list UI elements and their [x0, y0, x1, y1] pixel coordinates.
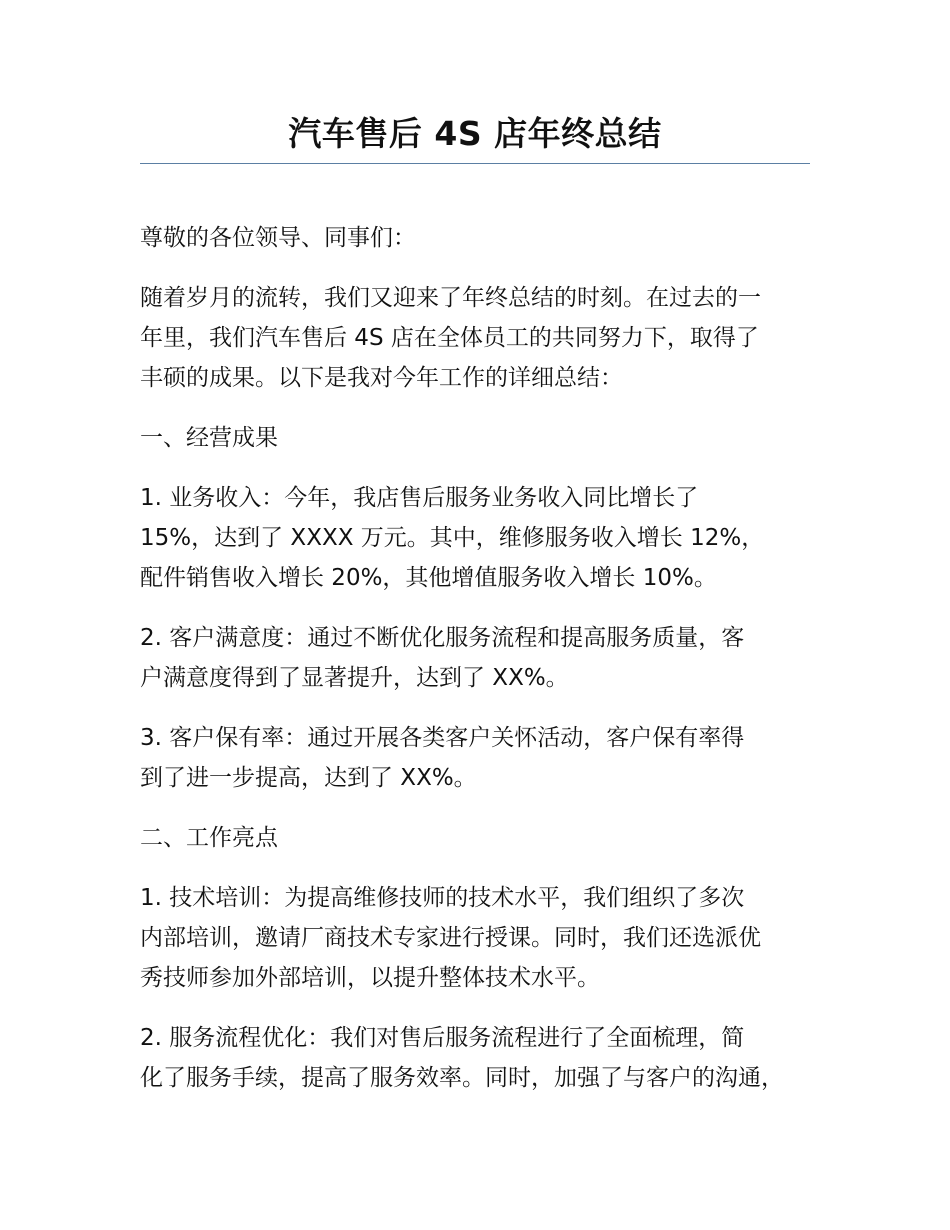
text-line: 内部培训，邀请厂商技术专家进行授课。同时，我们还选派优	[140, 925, 761, 951]
paragraph-customer-satisfaction	[140, 618, 822, 698]
text-line: 化了服务手续，提高了服务效率。同时，加强了与客户的沟通，	[140, 1065, 784, 1091]
section-heading-business-results	[140, 418, 822, 458]
text-line: 二、工作亮点	[140, 825, 278, 851]
text-line: 随着岁月的流转，我们又迎来了年终总结的时刻。在过去的一	[140, 285, 761, 311]
title-divider	[140, 163, 810, 164]
text-line: 年里，我们汽车售后 4S 店在全体员工的共同努力下，取得了	[140, 325, 759, 351]
document-title: 汽车售后 4S 店年终总结	[288, 114, 662, 153]
paragraph-process-optimization	[140, 1018, 822, 1098]
text-line: 3. 客户保有率：通过开展各类客户关怀活动，客户保有率得	[140, 725, 745, 751]
text-line: 1. 技术培训：为提高维修技师的技术水平，我们组织了多次	[140, 885, 745, 911]
text-line: 配件销售收入增长 20%，其他增值服务收入增长 10%。	[140, 565, 717, 591]
paragraph-revenue	[140, 478, 822, 598]
text-line: 2. 服务流程优化：我们对售后服务流程进行了全面梳理，简	[140, 1025, 745, 1051]
text-line: 尊敬的各位领导、同事们：	[140, 225, 416, 251]
text-line: 1. 业务收入：今年，我店售后服务业务收入同比增长了	[140, 485, 699, 511]
text-line: 秀技师参加外部培训，以提升整体技术水平。	[140, 965, 600, 991]
paragraph-greeting	[140, 218, 822, 258]
document-body	[140, 218, 822, 1118]
paragraph-intro	[140, 278, 822, 398]
text-line: 一、经营成果	[140, 425, 278, 451]
text-line: 户满意度得到了显著提升，达到了 XX%。	[140, 665, 569, 691]
paragraph-technical-training	[140, 878, 822, 998]
text-line: 丰硕的成果。以下是我对今年工作的详细总结：	[140, 365, 623, 391]
section-heading-highlights	[140, 818, 822, 858]
paragraph-customer-retention	[140, 718, 822, 798]
text-line: 到了进一步提高，达到了 XX%。	[140, 765, 477, 791]
text-line: 15%，达到了 XXXX 万元。其中，维修服务收入增长 12%，	[140, 525, 765, 551]
text-line: 2. 客户满意度：通过不断优化服务流程和提高服务质量，客	[140, 625, 745, 651]
